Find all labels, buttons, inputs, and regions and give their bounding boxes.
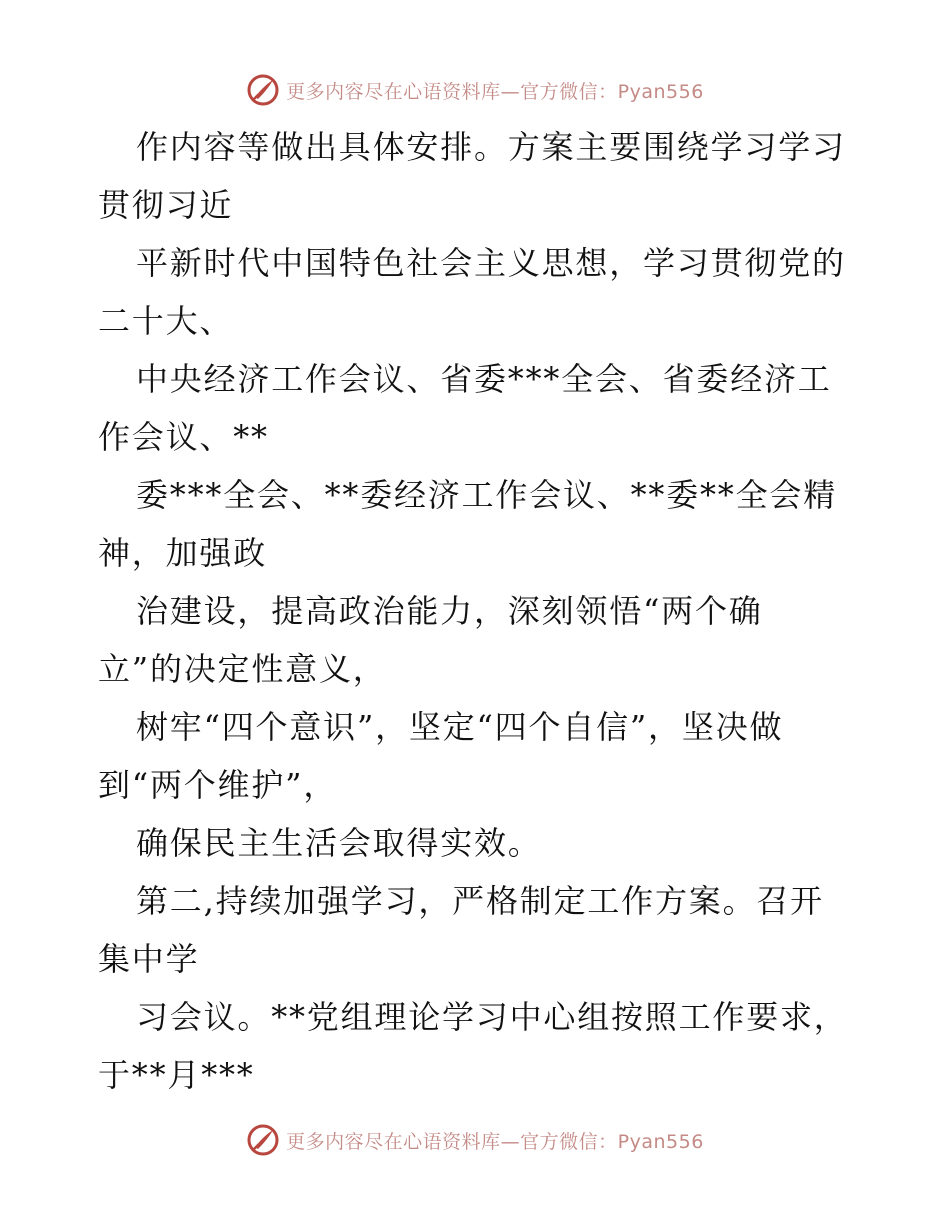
quill-seal-logo-icon (246, 73, 280, 107)
header-watermark (0, 70, 950, 110)
paragraph-line: 立”的决定性意义， (98, 650, 387, 688)
quill-seal-logo-icon (246, 1123, 280, 1157)
paragraph-line: 第二,持续加强学习，严格制定工作方案。召开 (136, 882, 824, 920)
footer-watermark (0, 1120, 950, 1160)
paragraph-line: 二十大、 (98, 302, 234, 340)
paragraph-line: 治建设，提高政治能力，深刻领悟“两个确 (136, 592, 763, 630)
paragraph-line: 神，加强政 (98, 534, 268, 572)
paragraph-line: 中央经济工作会议、省委***全会、省委经济工 (136, 360, 832, 398)
paragraph-line: 确保民主生活会取得实效。 (136, 824, 542, 862)
paragraph-line: 到“两个维护”， (98, 766, 338, 804)
paragraph-line: 平新时代中国特色社会主义思想，学习贯彻党的 (136, 244, 846, 282)
paragraph-line: 作内容等做出具体安排。方案主要围绕学习学习 (136, 128, 846, 166)
paragraph-line: 集中学 (98, 940, 200, 978)
watermark-text: 更多内容尽在心语资料库—官方微信：Pyan556 (286, 80, 704, 103)
paragraph-line: 贯彻习近 (98, 186, 234, 224)
watermark-text: 更多内容尽在心语资料库—官方微信：Pyan556 (286, 1130, 704, 1153)
paragraph-line: 于**月*** (98, 1056, 255, 1094)
paragraph-line: 作会议、** (98, 418, 269, 456)
paragraph-line: 树牢“四个意识”，坚定“四个自信”，坚决做 (136, 708, 784, 746)
paragraph-line: 委***全会、**委经济工作会议、**委**全会精 (136, 476, 838, 514)
paragraph-line: 习会议。**党组理论学习中心组按照工作要求， (136, 998, 848, 1036)
